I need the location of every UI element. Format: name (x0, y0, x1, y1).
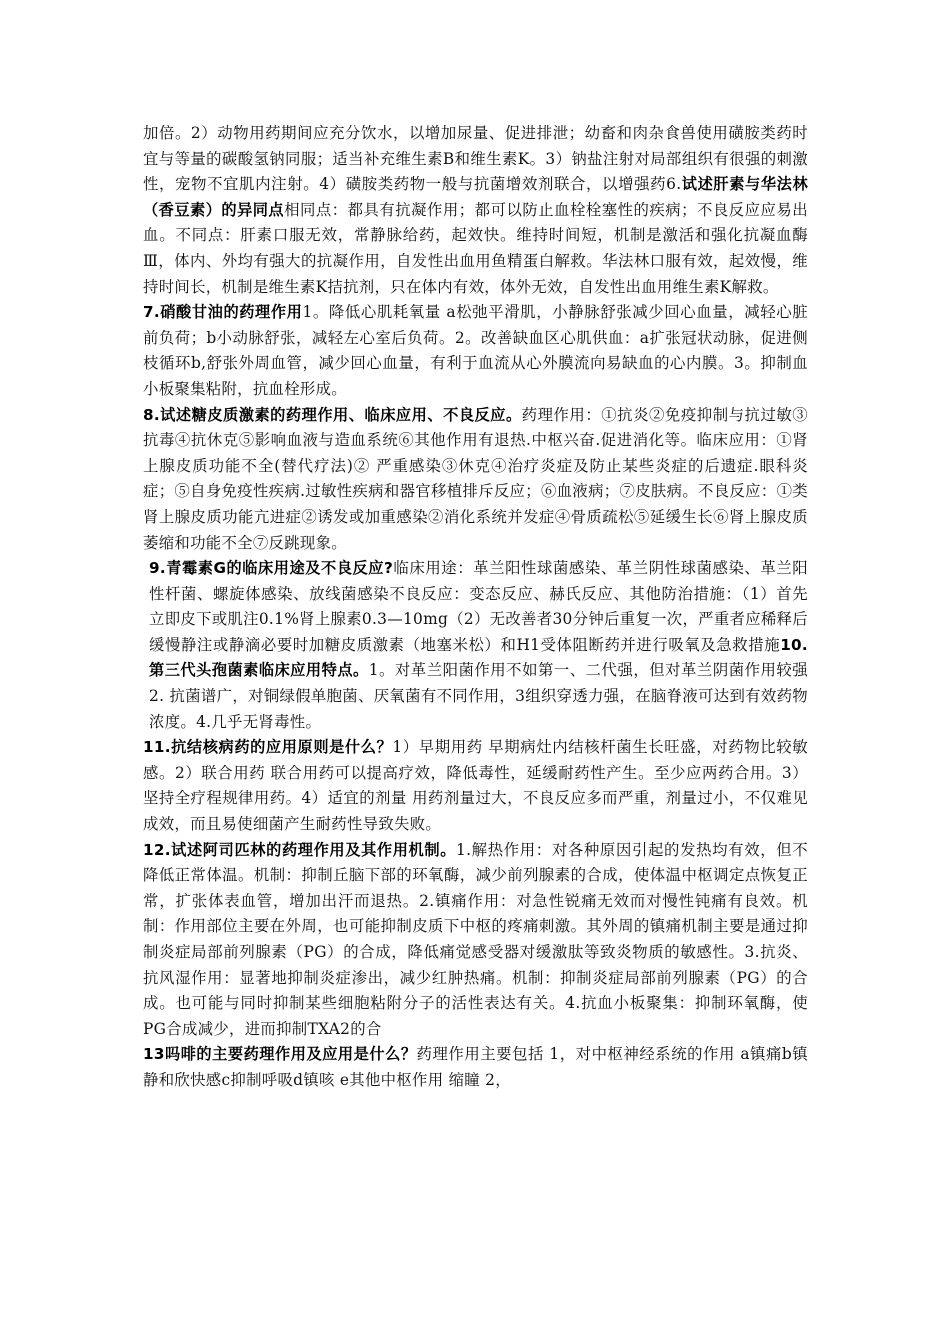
paragraph-text: 1.解热作用：对各种原因引起的发热均有效，但不降低正常体温。机制：抑制丘脑下部的环氧酶，减少前列腺素的合成，使体温中枢调定点恢复正常，扩张体表血管，增加出汗而退热。2.镇痛作用：对急性锐痛无效而对慢性钝痛有良效。机制：作用部位主要在外周，也可能抑制皮质下中枢的疼痛刺激。其外周的镇痛机制主要是通过抑制炎症局部前列腺素（PG）的合成，降低痛觉感受器对缓激肽等致炎物质的敏感性。3.抗炎、抗风湿作用：显著地抑制炎症渗出，减少红肿热痛。机制：抑制炎症局部前列腺素（PG）的合成。也可能与同时抑制某些细胞粘附分子的活性表达有关。4.抗血小板聚集：抑制环氧酶，使PG合成减少，进而抑制TXA2的合 (143, 840, 808, 1038)
document-page (143, 121, 808, 1094)
paragraph-text: 药理作用主要包括 1，对中枢神经系统的作用 a镇痛b镇静和欣快感c抑制呼吸d镇咳 e其他中枢作用 缩瞳 2， (143, 1045, 808, 1089)
paragraph-text: 1。对革兰阳菌作用不如第一、二代强，但对革兰阴菌作用较强2. 抗菌谱广，对铜绿假单胞菌、厌氧菌有不同作用，3组织穿透力强，在脑脊液可达到有效药物浓度。4.几乎无肾毒性。 (149, 661, 808, 731)
paragraph-morphine (143, 1042, 808, 1093)
paragraph-text: 临床用途：革兰阳性球菌感染、革兰阴性球菌感染、革兰阳性杆菌、螺旋体感染、放线菌感染不良反应：变态反应、赫氏反应、其他防治措施：（1）首先立即皮下或肌注0.1%肾上腺素0.3—10mg（2）无改善者30分钟后重复一次，严重者应稀释后缓慢静注或静滴必要时加糖皮质激素（地塞米松）和H1受体阻断药并进行吸氧及急救措施 (149, 559, 808, 654)
question-heading-11: 11.抗结核病药的应用原则是什么？ (143, 738, 393, 757)
question-heading-7: 7.硝酸甘油的药理作用 (143, 303, 303, 322)
paragraph-text: 1）早期用药 早期病灶内结核杆菌生长旺盛，对药物比较敏感。2）联合用药 联合用药可以提高疗效，降低毒性，延缓耐药性产生。至少应两药合用。3）坚持全疗程规律用药。4）适宜的剂量 用药剂量过大，不良反应多而严重，剂量过小，不仅难见成效，而且易使细菌产生耐药性导致失败。 (143, 738, 808, 834)
question-heading-13: 13吗啡的主要药理作用及应用是什么？ (143, 1045, 417, 1064)
paragraph-text: 1。降低心肌耗氧量 a松弛平滑肌，小静脉舒张减少回心血量，减轻心脏前负荷；b小动脉舒张，减轻左心室后负荷。2。改善缺血区心肌供血：a扩张冠状动脉，促进侧枝循环b,舒张外周血管，减少回心血量，有利于血流从心外膜流向易缺血的心内膜。3。抑制血小板聚集粘附，抗血栓形成。 (143, 303, 808, 398)
question-heading-9: 9.青霉素G的临床用途及不良反应? (149, 559, 394, 578)
paragraph-sulfonamide-heparin (143, 121, 808, 300)
paragraph-penicillin-cephalosporin (143, 556, 808, 735)
paragraph-antituberculosis (143, 735, 808, 837)
paragraph-nitroglycerin (143, 300, 808, 402)
paragraph-text: 药理作用：①抗炎②免疫抑制与抗过敏③抗毒④抗休克⑤影响血液与造血系统⑥其他作用有退热.中枢兴奋.促进消化等。临床应用：①肾上腺皮质功能不全(替代疗法)② 严重感染③休克④治疗炎症及防止某些炎症的后遗症.眼科炎症；⑤自身免疫性疾病.过敏性疾病和器官移植排斥反应；⑥血液病；⑦皮肤病。不良反应：①类肾上腺皮质功能亢进症②诱发或加重感染②消化系统并发症④骨质疏松⑤延缓生长⑥肾上腺皮质萎缩和功能不全⑦反跳现象。 (143, 405, 808, 552)
paragraph-glucocorticoid (143, 403, 808, 557)
question-heading-8: 8.试述糖皮质激素的药理作用、临床应用、不良反应。 (143, 405, 522, 424)
paragraph-text: 加倍。2）动物用药期间应充分饮水，以增加尿量、促进排泄；幼畜和肉杂食兽使用磺胺类药时宜与等量的碳酸氢钠同服；适当补充维生素B和维生素K。3）钠盐注射对局部组织有很强的刺激性，宠物不宜肌内注射。4）磺胺类药物一般与抗菌增效剂联合，以增强药6. (143, 124, 808, 194)
question-heading-10: 10.第三代头孢菌素临床应用特点。 (149, 635, 808, 680)
question-heading-6: 试述肝素与华法林（香豆素）的异同点 (143, 175, 808, 219)
question-heading-12: 12.试述阿司匹林的药理作用及其作用机制。 (143, 840, 457, 859)
paragraph-aspirin (143, 838, 808, 1043)
paragraph-text: 相同点：都具有抗凝作用；都可以防止血栓栓塞性的疾病；不良反应应易出血。不同点：肝素口服无效，常静脉给药，起效快。维持时间短，机制是激活和强化抗凝血酶Ⅲ，体内、外均有强大的抗凝作用，自发性出血用鱼精蛋白解救。华法林口服有效，起效慢，维持时间长，机制是维生素K拮抗剂，只在体内有效，体外无效，自发性出血用维生素K解救。 (143, 200, 808, 296)
